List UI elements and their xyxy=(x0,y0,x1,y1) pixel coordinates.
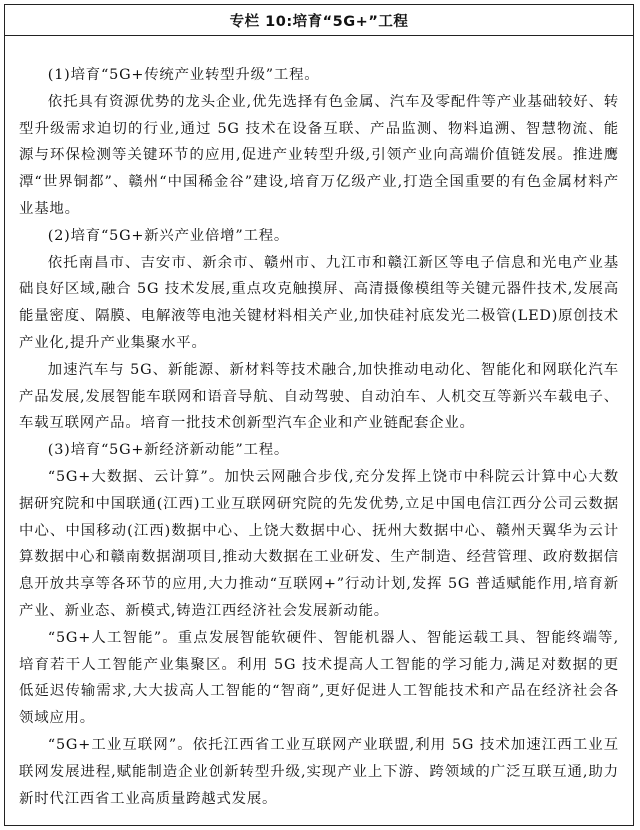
section-3-paragraph-big-data: “5G+大数据、云计算”。加快云网融合步伐,充分发挥上饶市中科院云计算中心大数据研究院和中国联通(江西)工业互联网研究院的先发优势,立足中国电信江西分公司云数据中心、中国移动(江西)数据中心、上饶大数据中心、抚州大数据中心、赣州天翼华为云计算数据中心和赣南数据湖项目,推动大数据在工业研发、生产制造、经营管理、政府数据信息开放共享等各环节的应用,大力推动“互联网+”行动计划,发挥 5G 普适赋能作用,培育新产业、新业态、新模式,铸造江西经济社会发展新动能。 xyxy=(19,468,619,619)
column-body xyxy=(5,36,633,812)
section-2-paragraph-automotive: 加速汽车与 5G、新能源、新材料等技术融合,加快推动电动化、智能化和网联化汽车产品发展,发展智能车联网和语音导航、自动驾驶、自动泊车、人机交互等新兴车载电子、车载互联网产品。培育一批技术创新型汽车企业和产业链配套企业。 xyxy=(19,361,619,432)
section-3-heading: (3)培育“5G+新经济新动能”工程。 xyxy=(47,442,290,459)
section-1-paragraph: 依托具有资源优势的龙头企业,优先选择有色金属、汽车及零配件等产业基础较好、转型升级需求迫切的行业,通过 5G 技术在设备互联、产品监测、物料追溯、智慧物流、能源与环保检测等关键环节的应用,促进产业转型升级,引领产业向高端价值链发展。推进鹰潭“世界铜都”、赣州“中国稀金谷”建设,培育万亿级产业,打造全国重要的有色金属材料产业基地。 xyxy=(19,93,619,217)
section-2-paragraph-electronics: 依托南昌市、吉安市、新余市、赣州市、九江市和赣江新区等电子信息和光电产业基础良好区域,融合 5G 技术发展,重点攻克触摸屏、高清摄像模组等关键元器件技术,发展高能量密度、隔膜、电解液等电池关键材料相关产业,加快硅衬底发光二极管(LED)原创技术产业化,提升产业集聚水平。 xyxy=(19,254,619,351)
column-box xyxy=(4,4,634,826)
section-3-paragraph-industrial-internet: “5G+工业互联网”。依托江西省工业互联网产业联盟,利用 5G 技术加速江西工业互联网发展进程,赋能制造企业创新转型升级,实现产业上下游、跨领域的广泛互联互通,助力新时代江西省工业高质量跨越式发展。 xyxy=(19,736,619,807)
column-title: 专栏 10:培育“5G+”工程 xyxy=(5,5,633,36)
section-1-heading: (1)培育“5G+传统产业转型升级”工程。 xyxy=(47,67,320,83)
section-2-heading: (2)培育“5G+新兴产业倍增”工程。 xyxy=(47,227,290,244)
section-3-paragraph-ai: “5G+人工智能”。重点发展智能软硬件、智能机器人、智能运载工具、智能终端等,培育若干人工智能产业集聚区。利用 5G 技术提高人工智能的学习能力,满足对数据的更低延迟传输需求,大大拔高人工智能的“智商”,更好促进人工智能技术和产品在经济社会各领域应用。 xyxy=(19,629,619,727)
